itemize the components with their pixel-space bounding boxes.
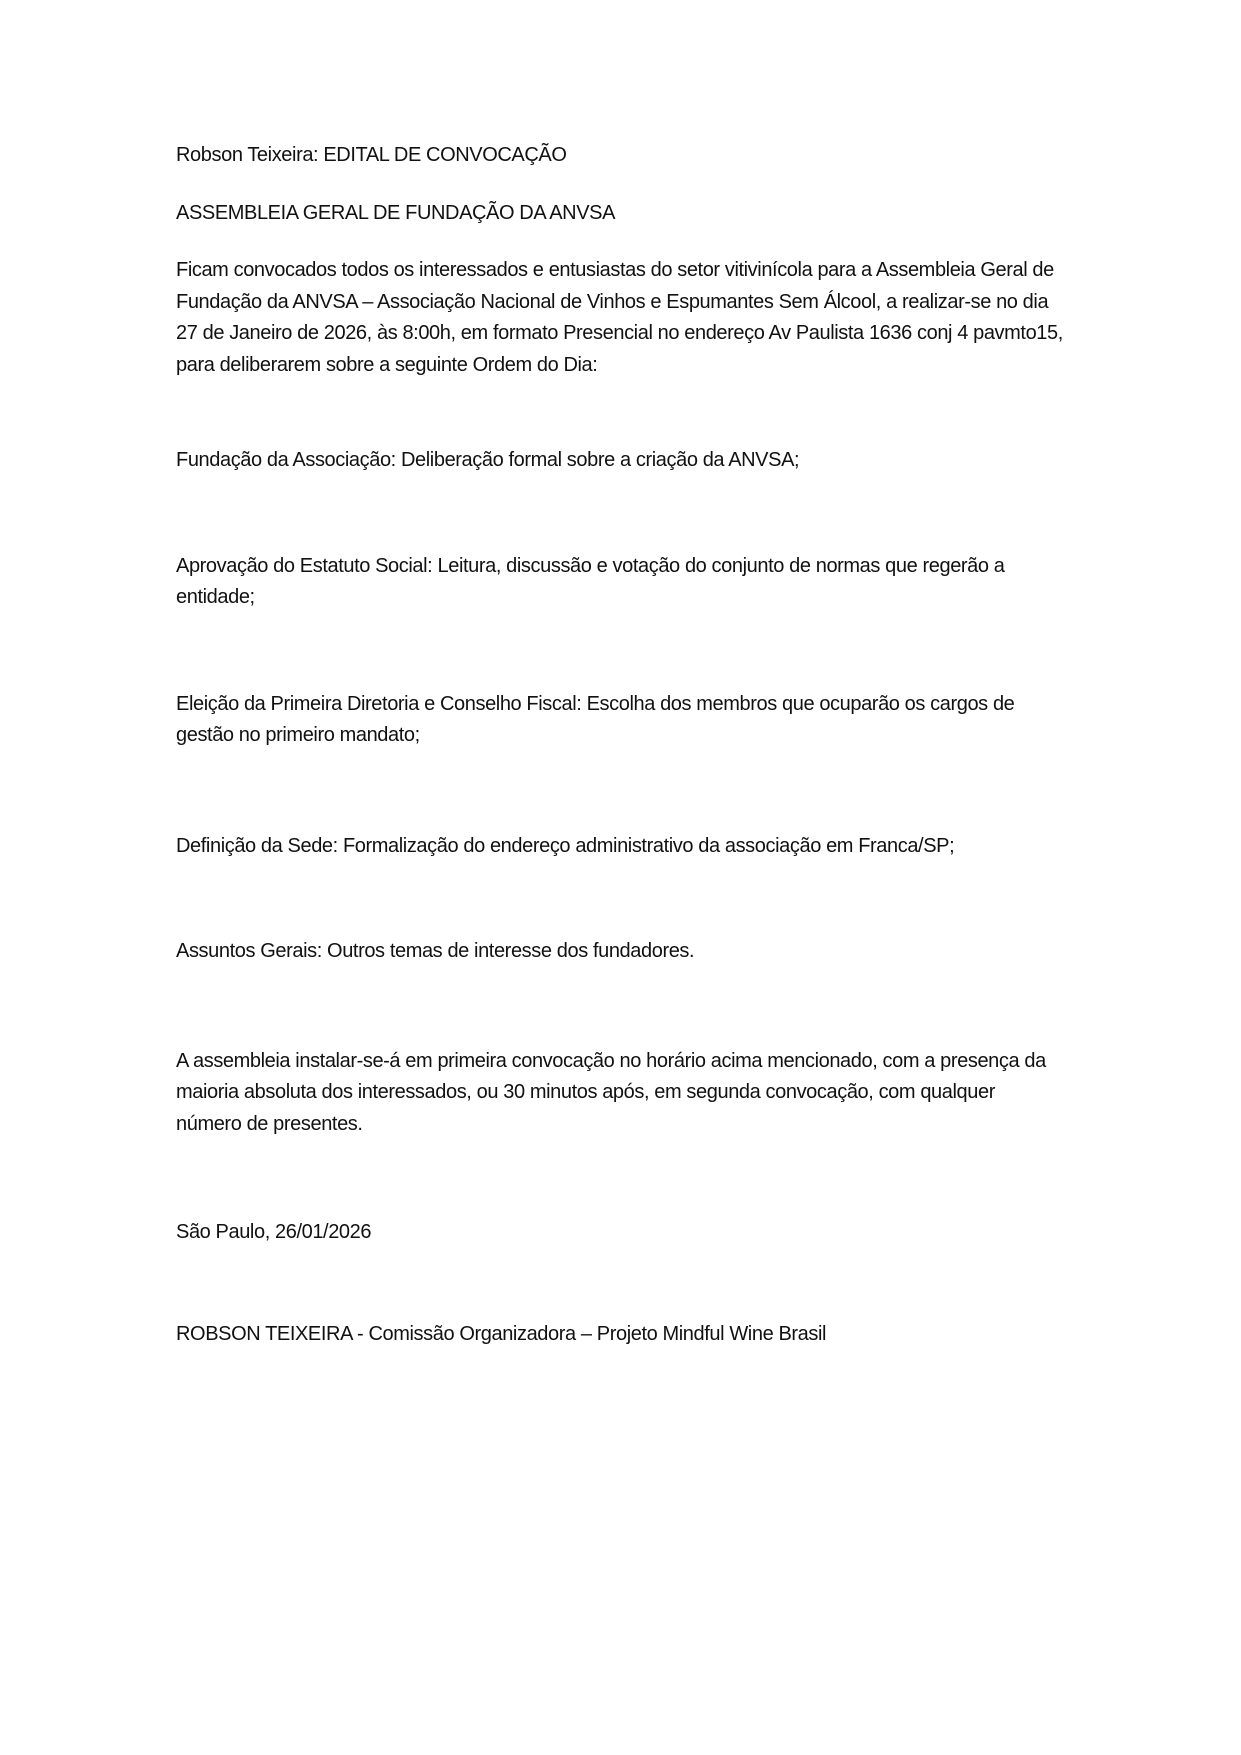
intro-paragraph: Ficam convocados todos os interessados e entusiastas do setor vitivinícola para a Assembleia Geral de Fundação da ANVSA – Associação Nacional de Vinhos e Espumantes Sem Álcool, a realizar-se no dia 27 de Janeiro de 2026, às 8:00h, em formato Presencial no endereço Av Paulista 1636 conj 4 pavmto15, para deliberarem sobre a seguinte Ordem do Dia: — [176, 259, 1063, 376]
closing-paragraph: A assembleia instalar-se-á em primeira convocação no horário acima mencionado, com a presença da maioria absoluta dos interessados, ou 30 minutos após, em segunda convocação, com qualquer número de presentes. — [176, 1049, 1046, 1135]
agenda-item-2: Aprovação do Estatuto Social: Leitura, discussão e votação do conjunto de normas que regerão a entidade; — [176, 554, 1005, 608]
signature-line: ROBSON TEIXEIRA - Comissão Organizadora – Projeto Mindful Wine Brasil — [176, 1322, 827, 1345]
agenda-item-4: Definição da Sede: Formalização do endereço administrativo da associação em Franca/SP; — [176, 834, 955, 857]
document-header-line: Robson Teixeira: EDITAL DE CONVOCAÇÃO — [176, 144, 567, 166]
agenda-item-1: Fundação da Associação: Deliberação formal sobre a criação da ANVSA; — [176, 449, 800, 471]
document-title-line: ASSEMBLEIA GERAL DE FUNDAÇÃO DA ANVSA — [176, 201, 616, 224]
agenda-item-5: Assuntos Gerais: Outros temas de interesse dos fundadores. — [176, 940, 695, 962]
agenda-item-3: Eleição da Primeira Diretoria e Conselho Fiscal: Escolha dos membros que ocuparão os cargos de gestão no primeiro mandato; — [176, 692, 1015, 746]
date-line: São Paulo, 26/01/2026 — [176, 1221, 372, 1243]
document-content — [176, 140, 1064, 1376]
